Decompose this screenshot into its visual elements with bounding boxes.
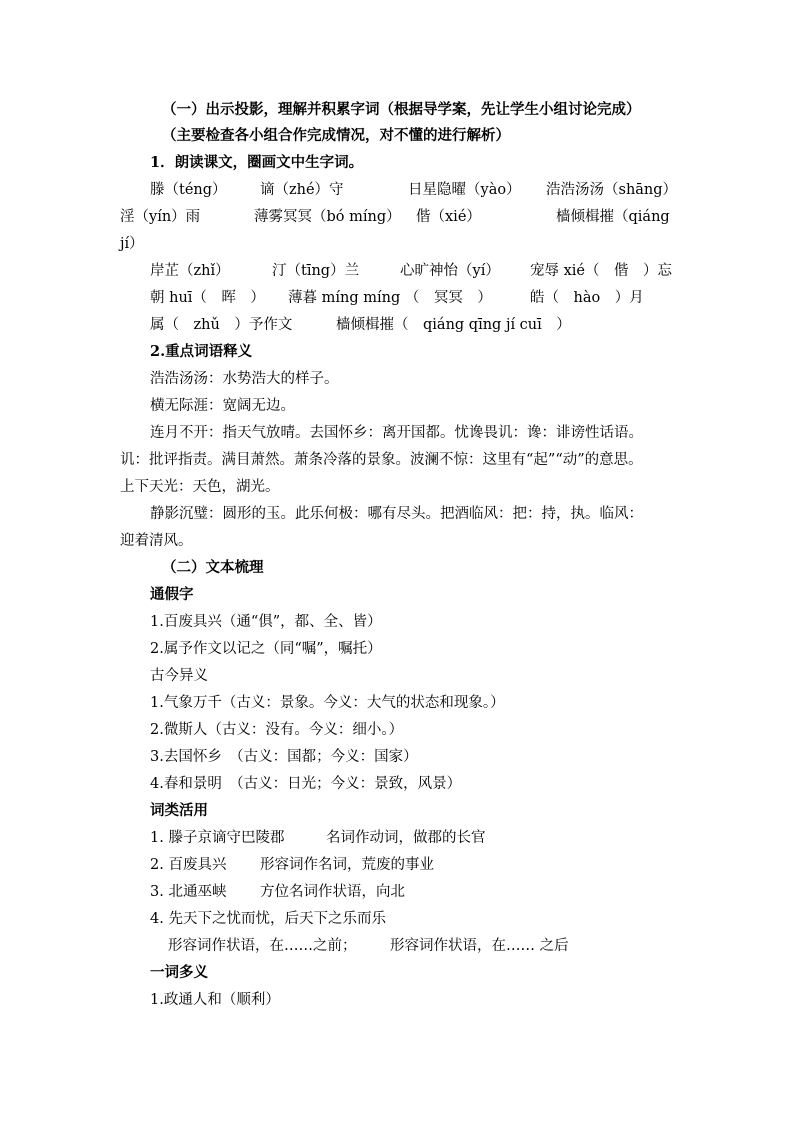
gujin-item: 1.气象万千（古义：景象。今义：大气的状态和现象。） [150,695,505,711]
vocab-entry: 朝 huī（ 晖 ） [150,290,265,306]
cilei-phrase: 3. 北通巫峡 [150,884,227,900]
gujin-item: 4.春和景明 （古义：日光；今义：景致，风景） [150,776,462,792]
vocab-entry: 樯倾楫摧（ qiáng qīng jí cuī ） [336,317,571,333]
gujin-item: 3.去国怀乡 （古义：国都；今义：国家） [150,749,418,765]
cilei-title: 词类活用 [150,802,208,819]
cilei-explanation: 方位名词作状语，向北 [260,884,405,900]
definition-line: 迎着清风。 [120,533,193,549]
cilei-item [150,882,670,902]
tongjia-item: 2.属予作文以记之（同“嘱”，嘱托） [150,641,382,657]
tongjia-item: 1.百废具兴（通“俱”，都、全、皆） [150,614,382,630]
cilei-note-before: 形容词作状语，在……之前； [168,938,357,954]
vocab-row-2-continued: jí） [120,236,144,252]
vocab-row-1 [150,180,710,200]
definition-line: 静影沉璧：圆形的玉。此乐何极：哪有尽头。把酒临风：把：持，执。临风： [150,506,643,522]
definition-line: 讥：批评指责。满目萧然。萧条冷落的景象。波澜不惊：这里有“起”“动”的意思。 [120,452,643,468]
vocab-entry: 宠辱 xié（ 偕 ）忘 [530,263,673,279]
vocab-entry: 岸芷（zhǐ） [150,263,230,279]
vocab-entry: 汀（tīng）兰 [272,263,360,279]
cilei-note [168,936,668,956]
vocab-row-2 [120,207,700,227]
cilei-phrase: 2. 百废具兴 [150,857,227,873]
gujin-title: 古今异义 [150,668,208,684]
yici-item: 1.政通人和（顺利） [150,992,280,1008]
vocab-entry: 皓（ hào ）月 [530,290,644,306]
vocab-entry: 淫（yín）雨 [120,209,201,225]
item1-title: 1．朗读课文，圈画文中生字词。 [150,154,364,171]
cilei-item [150,909,670,929]
vocab-entry: 心旷神怡（yí） [400,263,500,279]
vocab-entry: 属（ zhǔ ）予作文 [150,317,293,333]
cilei-item [150,855,670,875]
vocab-entry: 日星隐曜（yào） [408,182,521,198]
cilei-phrase: 4. 先天下之忧而忧，后天下之乐而乐 [150,911,386,927]
definition-line: 上下天光：天色，湖光。 [120,479,280,495]
section1-heading: （一）出示投影，理解并积累字词（根据导学案，先让学生小组讨论完成） [162,101,641,118]
cilei-item [150,828,670,848]
definition-line: 连月不开：指天气放晴。去国怀乡：离开国都。忧谗畏讥：谗：诽谤性话语。 [150,425,643,441]
section1-subheading: （主要检查各小组合作完成情况，对不懂的进行解析） [162,127,510,144]
vocab-entry: 樯倾楫摧（qiáng [556,209,670,225]
vocab-entry: 滕（téng） [150,182,227,198]
cilei-note-after: 形容词作状语，在…… 之后 [390,938,569,954]
vocab-entry: 薄暮 míng míng （ 冥冥 ） [288,290,492,306]
vocab-row-3 [150,261,710,281]
gujin-item: 2.微斯人（古义：没有。今义：细小。） [150,722,404,738]
cilei-phrase: 1. 滕子京谪守巴陵郡 [150,830,285,846]
definition-line: 横无际涯：宽阔无边。 [150,398,295,414]
definition-line: 浩浩汤汤：水势浩大的样子。 [150,371,339,387]
section2-heading: （二）文本梳理 [162,559,264,576]
vocab-entry: 偕（xié） [416,209,481,225]
yici-title: 一词多义 [150,964,208,981]
vocab-entry: 浩浩汤汤（shāng） [546,182,678,198]
item2-title: 2.重点词语释义 [150,343,253,360]
cilei-explanation: 形容词作名词，荒废的事业 [260,857,434,873]
vocab-entry: 薄雾冥冥（bó míng） [254,209,401,225]
vocab-row-4 [150,288,710,308]
tongjia-title: 通假字 [150,586,194,603]
vocab-row-5 [150,315,710,335]
vocab-entry: 谪（zhé）守 [260,182,344,198]
cilei-explanation: 名词作动词，做郡的长官 [326,830,486,846]
